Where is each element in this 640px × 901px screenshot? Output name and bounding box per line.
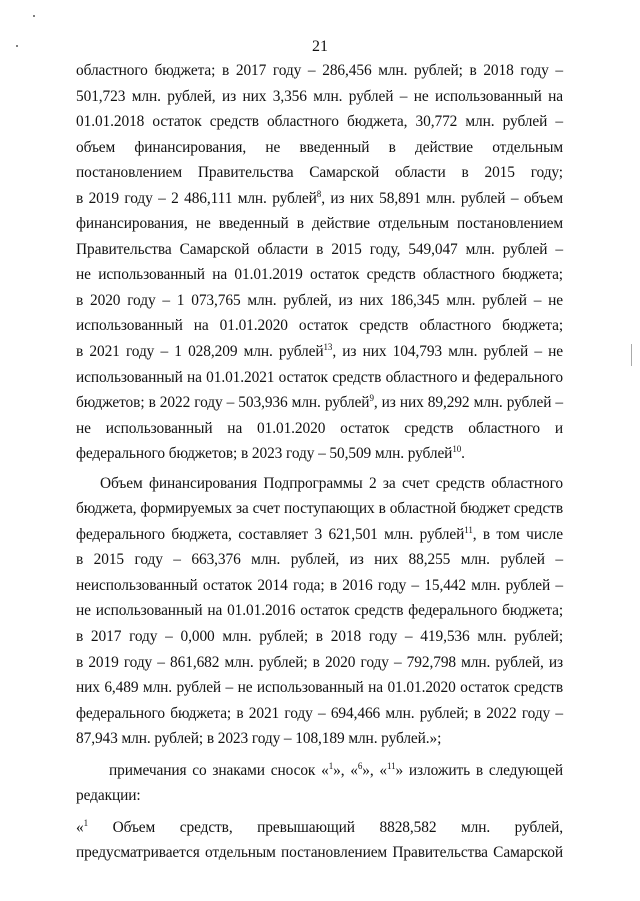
text-line: неиспользованный остаток 2014 года; в 2016 году – 15,442 млн. рублей – — [76, 576, 563, 594]
text-line: редакции: — [76, 787, 141, 805]
text-line — [76, 758, 563, 784]
text-line: использованный на 01.01.2020 остаток средств областного бюджета; — [76, 317, 563, 335]
text-line: 501,723 млн. рублей, из них 3,356 млн. рублей – не использованный на — [76, 87, 563, 105]
text-line: них 6,489 млн. рублей – не использованный на 01.01.2020 остаток средств — [76, 679, 563, 697]
text-line: федерального бюджета; в 2021 году – 694,466 млн. рублей; в 2022 году – — [76, 704, 563, 722]
text-segment: федерального бюджета, составляет 3 621,501 млн. рублей — [76, 525, 465, 543]
text-line: Объем финансирования Подпрограммы 2 за счет средств областного — [100, 474, 563, 492]
text-segment: Объем средств, превышающий 8828,582 млн. рублей, — [88, 818, 563, 836]
text-segment: « — [76, 818, 84, 836]
text-line: в 2020 году – 1 073,765 млн. рублей, из них 186,345 млн. рублей – не — [76, 291, 563, 309]
footnote-ref: 9 — [369, 393, 374, 404]
text-line: Правительства Самарской области в 2015 году, 549,047 млн. рублей – — [76, 240, 563, 258]
text-line: в 2015 году – 663,376 млн. рублей, из них 88,255 млн. рублей – — [76, 551, 563, 569]
scan-speck — [33, 15, 35, 17]
footnote-ref: 6 — [357, 760, 363, 771]
text-line: бюджета, формируемых за счет поступающих в областной бюджет средств — [76, 500, 563, 518]
text-segment: », « — [333, 761, 358, 779]
text-line — [76, 441, 563, 467]
document-body — [76, 58, 563, 866]
text-line: предусматривается отдельным постановлением Правительства Самарской — [76, 844, 563, 862]
text-line: постановлением Правительства Самарской области в 2015 году; — [76, 164, 563, 182]
text-line: не использованный на 01.01.2019 остаток средств областного бюджета; — [76, 266, 563, 284]
text-line: 87,943 млн. рублей; в 2023 году – 108,189 млн. рублей.»; — [76, 730, 442, 748]
text-line — [76, 390, 563, 416]
text-segment: , из них 89,292 млн. рублей – — [373, 394, 563, 412]
text-line: не использованный на 01.01.2016 остаток средств федерального бюджета; — [76, 602, 563, 620]
text-segment: в 2021 году – 1 028,209 млн. рублей — [76, 343, 324, 361]
text-segment: примечания со знаками сносок « — [109, 761, 329, 779]
scan-edge-mark — [631, 344, 632, 366]
text-segment: , из них 58,891 млн. рублей – объем — [321, 189, 563, 207]
text-segment: федерального бюджетов; в 2023 году – 50,509 млн. рублей — [76, 445, 453, 463]
footnote-ref: 1 — [83, 817, 89, 828]
text-line — [76, 522, 563, 548]
text-line — [76, 186, 563, 212]
text-line: финансирования, не введенный в действие отдельным постановлением — [76, 215, 563, 233]
text-segment: в 2019 году – 2 486,111 млн. рублей — [76, 189, 317, 207]
text-segment: » изложить в следующей — [395, 761, 564, 779]
footnote-ref: 11 — [464, 524, 473, 535]
page-number: 21 — [312, 38, 328, 55]
footnote-ref: 13 — [323, 342, 333, 353]
footnote-ref: 11 — [387, 760, 396, 771]
text-segment: бюджетов; в 2022 году – 503,936 млн. рублей — [76, 394, 370, 412]
text-segment: , из них 104,793 млн. рублей – не — [332, 343, 563, 361]
text-line: в 2017 году – 0,000 млн. рублей; в 2018 году – 419,536 млн. рублей; — [76, 628, 563, 646]
text-line: использованный на 01.01.2021 остаток средств областного и федерального — [76, 368, 563, 386]
text-line: областного бюджета; в 2017 году – 286,456 млн. рублей; в 2018 году – — [76, 62, 563, 79]
text-segment: . — [461, 445, 465, 463]
text-segment: », « — [362, 761, 388, 779]
text-line: в 2019 году – 861,682 млн. рублей; в 2020 году – 792,798 млн. рублей, из — [76, 653, 563, 671]
footnote-ref: 8 — [316, 188, 322, 199]
footnote-ref: 10 — [452, 444, 462, 455]
text-line — [76, 815, 563, 841]
footnote-ref: 1 — [328, 760, 334, 771]
text-line — [76, 339, 563, 365]
text-line: объем финансирования, не введенный в действие отдельным — [76, 138, 563, 156]
text-line: 01.01.2018 остаток средств областного бюджета, 30,772 млн. рублей – — [76, 113, 563, 131]
text-segment: , в том числе — [472, 525, 563, 543]
text-line: не использованный на 01.01.2020 остаток средств областного и — [76, 419, 563, 437]
